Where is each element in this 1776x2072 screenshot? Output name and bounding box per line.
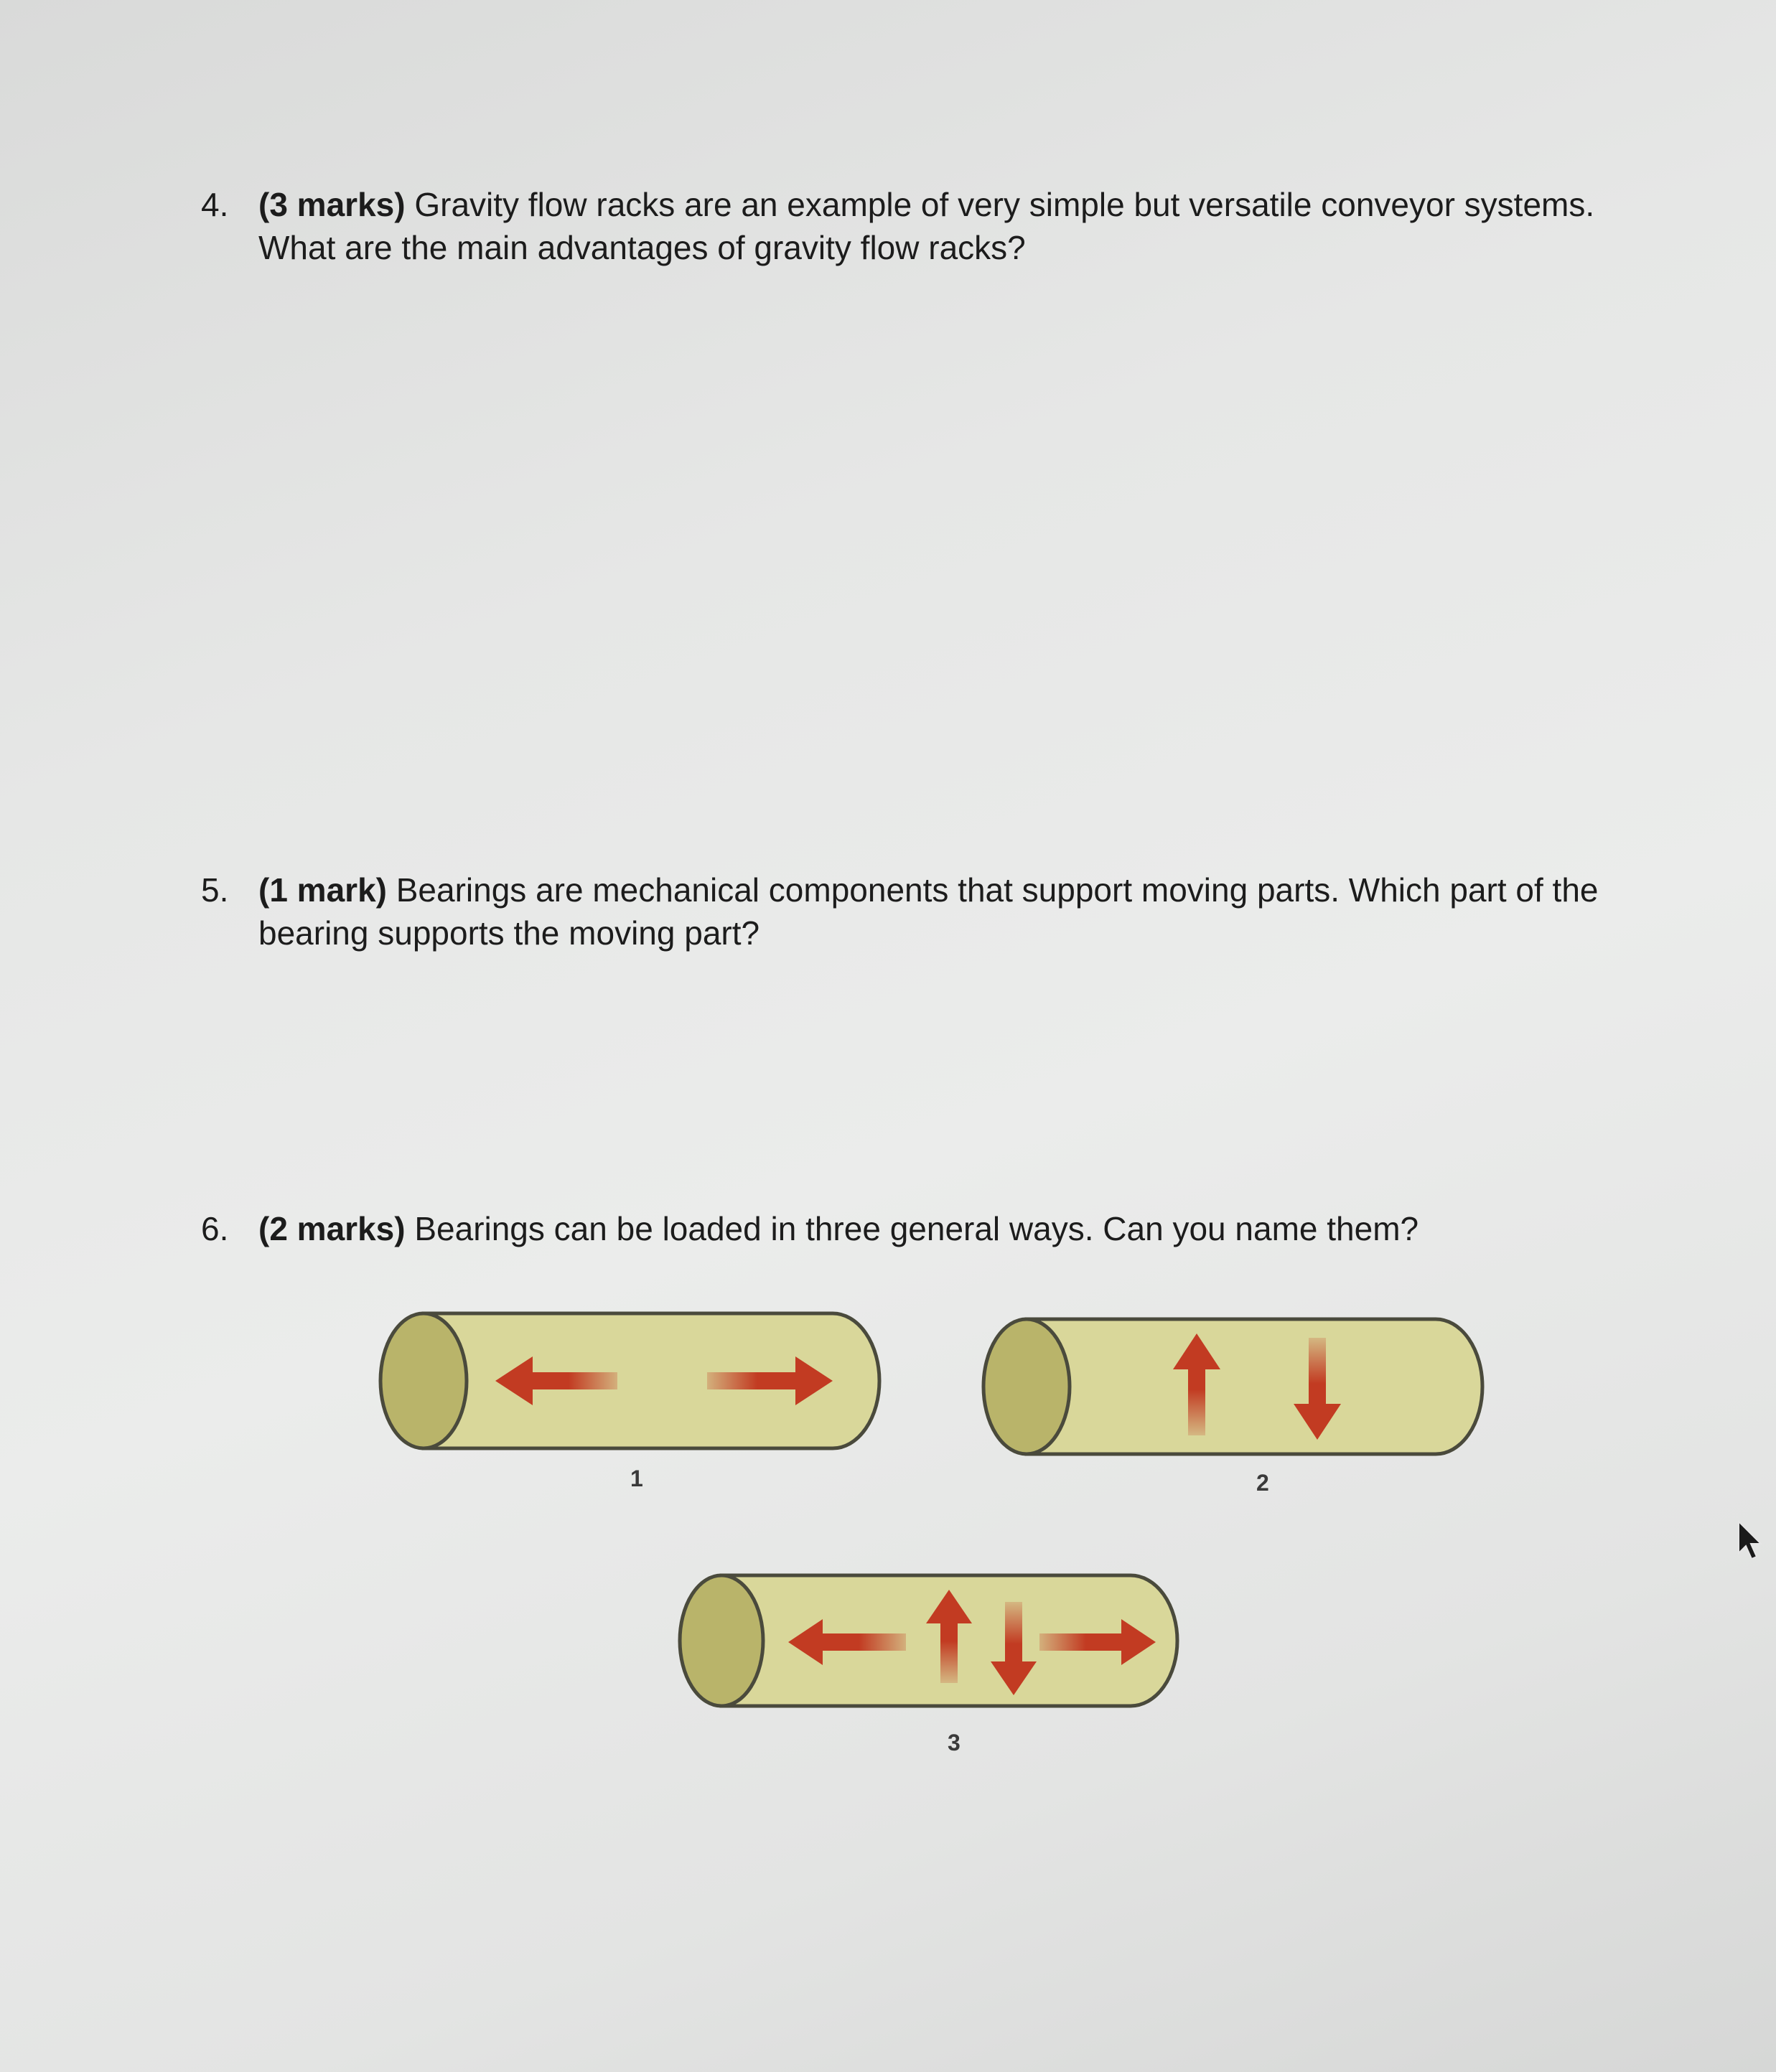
bearing-figure-1 [380,1313,879,1448]
cylinder-end [380,1313,467,1448]
figure-label-1: 1 [630,1466,643,1491]
question-marks: (3 marks) [258,186,406,223]
question-marks: (2 marks) [258,1210,406,1247]
bearing-figure-3 [680,1575,1177,1706]
cylinder-end [983,1319,1070,1454]
cylinder-body [1027,1319,1482,1454]
question-number: 4. [201,186,229,223]
figure-label-3: 3 [948,1730,961,1755]
mouse-cursor-icon [1736,1520,1765,1563]
bearing-figure-2 [983,1319,1482,1454]
question-text: Bearings are mechanical components that support moving parts. Which part of the bearing supports the moving part? [258,871,1599,952]
question-marks: (1 mark) [258,871,387,909]
question-text: Bearings can be loaded in three general ways. Can you name them? [405,1210,1419,1247]
question-text: Gravity flow racks are an example of very simple but versatile conveyor systems. What are the main advantages of gravity flow racks? [258,186,1595,266]
question-number: 6. [201,1210,229,1247]
cylinder-end [680,1575,763,1706]
question-number: 5. [201,871,229,909]
figure-label-2: 2 [1256,1470,1269,1496]
